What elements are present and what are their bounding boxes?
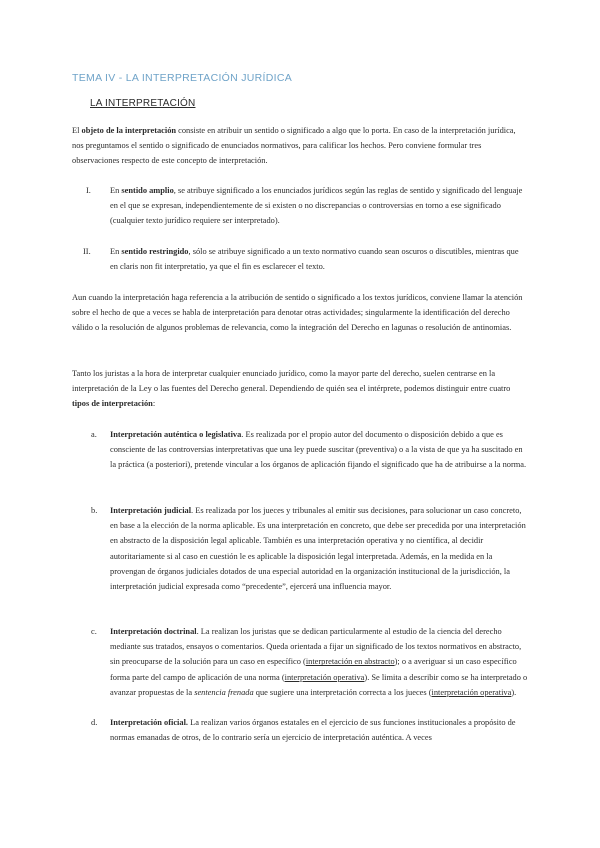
section-subtitle: LA INTERPRETACIÓN: [90, 98, 196, 109]
italic-sentencia: sentencia frenada: [194, 687, 254, 697]
type-a-heading: Interpretación auténtica o legislativa: [110, 430, 242, 439]
type-item-c: Interpretación doctrinal. La realizan los juristas que se dedican particularmente al estudio de la ciencia del derecho mediante sus tratados, ensayos o comentarios. Queda orientada a fijar un significado de los textos normativos en abstracto, sin preocuparse de la solución para un caso en específico (interpretación en abstracto); o a averiguar si un caso específico forma parte del campo de aplicación de una norma (interpretación operativa). Se limita a describir como se ha interpretado o avanzar propuestas de la sentencia frenada que sugiere una interpretación correcta a los jueces (interpretación operativa).: [110, 627, 528, 697]
paragraph-3: Tanto los juristas a la hora de interpretar cualquier enunciado jurídico, como la mayor parte del derecho, suelen centrarse en la interpretación de la Ley o las fuentes del Derecho general. Dependiendo de quién sea el intérprete, podemos distinguir entre cuatro tipos de interpretación:: [72, 369, 511, 409]
intro-paragraph: El objeto de la interpretación consiste en atribuir un sentido o significado a algo que lo porta. En caso de la interpretación jurídica, nos preguntamos el sentido o significado de enunciados normativos, para calificar los hechos. Pero conviene formular tres observaciones respecto de este concepto de interpretación.: [72, 126, 516, 166]
link-interpretacion-abstracto: interpretación en abstracto: [305, 657, 395, 667]
type-b-heading: Interpretación judicial: [110, 506, 192, 515]
paragraph-3-bold-term: tipos de interpretación: [72, 399, 153, 409]
intro-bold-term: objeto de la interpretación: [81, 126, 177, 135]
roman-item-1: En sentido amplio, se atribuye significado a los enunciados jurídicos según las reglas de sentido y significado del lenguaje en el que se expresan, independientemente de si existen o no discrepancias o controversias en torno a ese significado (cualquier texto jurídico requiere ser interpretado).: [110, 186, 523, 226]
type-item-d: Interpretación oficial. La realizan varios órganos estatales en el ejercicio de sus funciones institucionales a propósito de normas emanadas de otros, de lo contrario sería un ejercicio de interpretación auténtica. A veces: [110, 718, 516, 743]
paragraph-2: Aun cuando la interpretación haga referencia a la atribución de sentido o significado a los textos jurídicos, conviene llamar la atención sobre el hecho de que a veces se habla de interpretación para denotar otras actividades; singularmente la identificación del derecho válido o la resolución de algunos problemas de relevancia, como la integración del Derecho en lagunas o resolución de antinomias.: [72, 293, 523, 333]
type-d-heading: Interpretación oficial.: [110, 718, 188, 727]
roman-item-1-term: sentido amplio: [121, 186, 174, 195]
roman-item-2: En sentido restringido, sólo se atribuye significado a un texto normativo cuando sean oscuros o discutibles, mientras que en claris non fit interpretatio, ya que el fin es esclarecer el texto.: [110, 247, 519, 272]
list-marker-b: b.: [91, 506, 98, 515]
type-item-a: Interpretación auténtica o legislativa. Es realizada por el propio autor del documento o disposición debido a que es consciente de las controversias interpretativas que una ley puede suscitar (preventiva) o a la vista de que ya ha suscitado en la práctica (a posteriori), pretende vincular a los órganos de aplicación fijando el significado que ha de atribuirse a la norma.: [110, 430, 527, 470]
list-marker-c: c.: [91, 627, 97, 636]
page-title: TEMA IV - LA INTERPRETACIÓN JURÍDICA: [72, 72, 293, 84]
list-marker-ii: II.: [83, 247, 91, 256]
list-marker-i: I.: [86, 186, 91, 195]
list-marker-a: a.: [91, 430, 97, 439]
roman-item-2-term: sentido restringido: [121, 247, 189, 256]
type-item-b: Interpretación judicial. Es realizada por los jueces y tribunales al emitir sus decisiones, para solucionar un caso concreto, en base a la elección de la norma aplicable. Es una interpretación en concreto, que debe ser precedida por una interpretación en abstracto de la disposición legal aplicable. También es una interpretación operativa y no científica, al decidir autoritariamente si al caso en cuestión le es aplicable la disposición legal interpretada. Además, en la medida en la provengan de órganos judiciales dotados de una especial autoridad en la organización institucional de la jurisdicción, la interpretación judicial expresada como “precedente”, ejercerá una influencia mayor.: [110, 506, 526, 592]
link-interpretacion-operativa: interpretación operativa: [284, 672, 365, 682]
link-interpretacion-operativa-2: interpretación operativa: [431, 687, 512, 697]
list-marker-d: d.: [91, 718, 98, 727]
type-c-heading: Interpretación doctrinal: [110, 627, 197, 636]
